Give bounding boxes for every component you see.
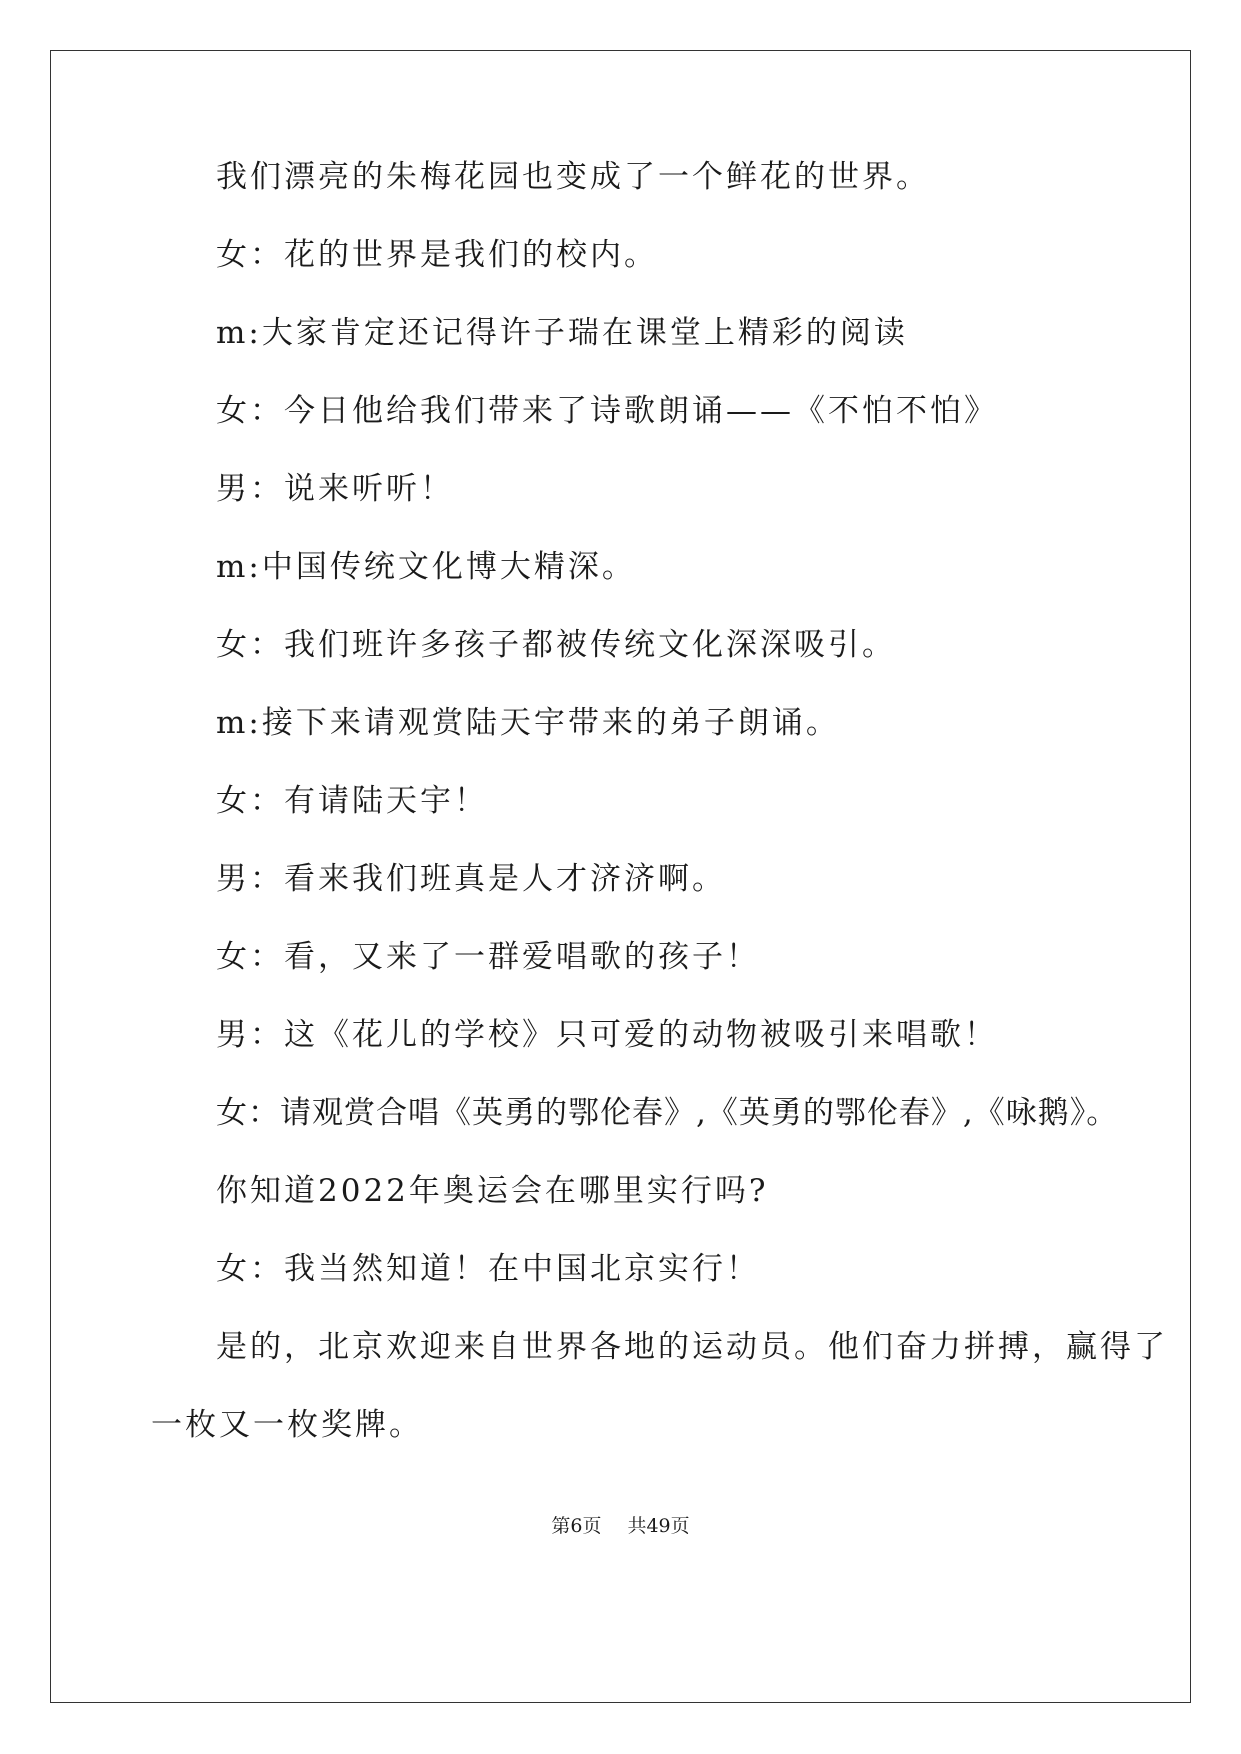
paragraph-line: 是的，北京欢迎来自世界各地的运动员。他们奋力拼搏，赢得了	[216, 1329, 1168, 1365]
document-body	[51, 51, 1190, 1702]
paragraph-line: 女：我们班许多孩子都被传统文化深深吸引。	[216, 627, 896, 663]
paragraph-line: 男：这《花儿的学校》只可爱的动物被吸引来唱歌！	[216, 1017, 998, 1053]
paragraph-line: 女：请观赏合唱《英勇的鄂伦春》,《英勇的鄂伦春》,《咏鹅》。	[216, 1095, 1119, 1131]
paragraph-line: m:中国传统文化博大精深。	[216, 549, 636, 585]
paragraph-line: 女：今日他给我们带来了诗歌朗诵——《不怕不怕》	[216, 393, 998, 429]
paragraph-line: 男：看来我们班真是人才济济啊。	[216, 861, 726, 897]
paragraph-line: 女：花的世界是我们的校内。	[216, 237, 658, 273]
paragraph-line: m:接下来请观赏陆天宇带来的弟子朗诵。	[216, 705, 840, 741]
paragraph-line: 一枚又一枚奖牌。	[151, 1407, 423, 1443]
page-footer	[51, 1514, 1190, 1538]
paragraph-line: 女：我当然知道！在中国北京实行！	[216, 1251, 760, 1287]
paragraph-line: 男：说来听听！	[216, 471, 454, 507]
paragraph-line: 你知道2022年奥运会在哪里实行吗?	[216, 1173, 769, 1209]
page-number: 第6页	[551, 1515, 602, 1537]
paragraph-line: 我们漂亮的朱梅花园也变成了一个鲜花的世界。	[216, 159, 930, 195]
paragraph-line: 女：有请陆天宇！	[216, 783, 488, 819]
page-total: 共49页	[627, 1515, 690, 1537]
paragraph-line: m:大家肯定还记得许子瑞在课堂上精彩的阅读	[216, 315, 908, 351]
page-frame	[50, 50, 1191, 1703]
paragraph-line: 女：看，又来了一群爱唱歌的孩子！	[216, 939, 760, 975]
